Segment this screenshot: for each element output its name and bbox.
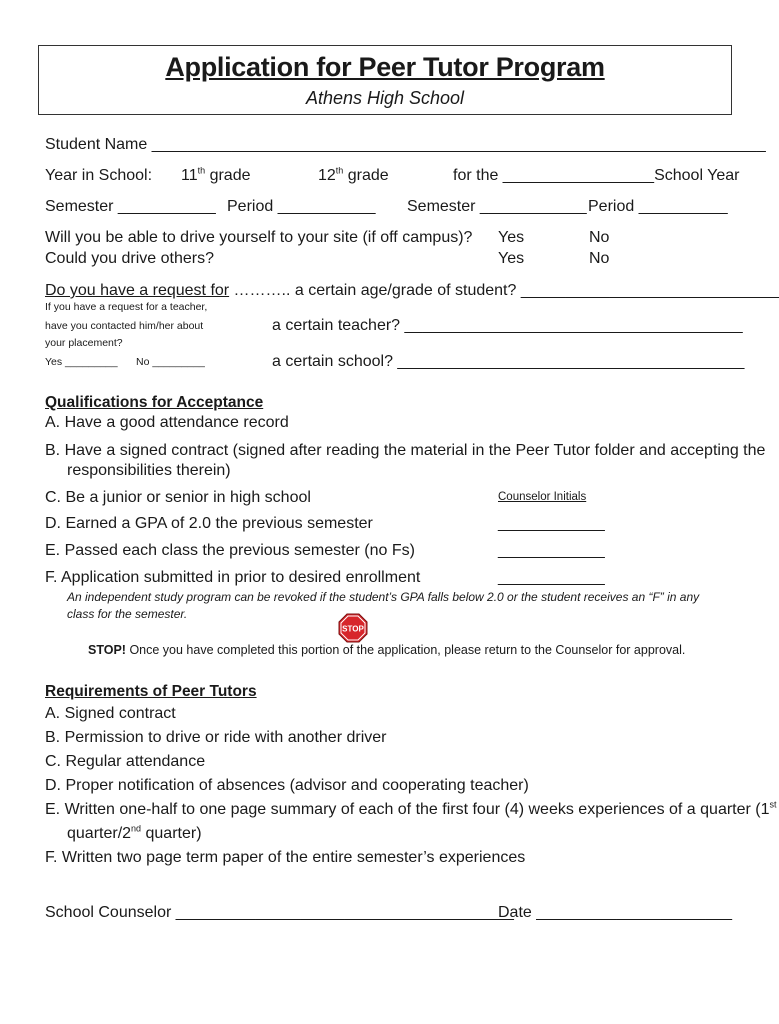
stop-sign-icon (338, 613, 368, 643)
request-age-grade-row[interactable]: Do you have a request for ……….. a certain age/grade of student? _____________________________ (45, 282, 779, 299)
qualification-item: D. Earned a GPA of 2.0 the previous semester (45, 515, 373, 532)
initials-field-f[interactable]: ____________ (498, 569, 605, 586)
qualification-item-continued: responsibilities therein) (67, 462, 231, 479)
qualification-item: C. Be a junior or senior in high school (45, 489, 311, 506)
gpa-note-line-1: An independent study program can be revoked if the student’s GPA falls below 2.0 or the student receives an “F” in any (67, 590, 700, 604)
stop-sign-text: STOP (342, 624, 364, 634)
requirement-item: D. Proper notification of absences (advisor and cooperating teacher) (45, 777, 529, 794)
side-note-line-1: If you have a request for a teacher, (45, 301, 208, 313)
semester-field-1[interactable]: Semester ___________ (45, 198, 216, 215)
school-year-field[interactable]: for the _________________School Year (453, 167, 740, 184)
side-note-line-2: have you contacted him/her about (45, 320, 204, 332)
requirement-item: F. Written two page term paper of the entire semester’s experiences (45, 849, 526, 866)
requirement-item-continued: quarter/2nd quarter) (67, 823, 202, 842)
grade-12-option[interactable]: 12th grade (318, 165, 389, 184)
period-field-1[interactable]: Period ___________ (227, 198, 376, 215)
request-school-field[interactable]: a certain school? _______________________________________ (272, 353, 745, 370)
requirement-item: A. Signed contract (45, 705, 176, 722)
grade-11-option[interactable]: 11th grade (181, 165, 251, 184)
requirement-item: C. Regular attendance (45, 753, 206, 770)
qualifications-heading: Qualifications for Acceptance (45, 394, 264, 411)
request-heading: Do you have a request for (45, 282, 230, 299)
qualification-item: F. Application submitted in prior to desired enrollment (45, 569, 421, 586)
request-teacher-field[interactable]: a certain teacher? ______________________________________ (272, 317, 743, 334)
school-name: Athens High School (305, 88, 465, 108)
semester-field-2[interactable]: Semester ____________ (407, 198, 587, 215)
year-in-school-label: Year in School: (45, 167, 153, 184)
date-field[interactable]: Date ______________________ (498, 904, 733, 921)
drive-self-question: Will you be able to drive yourself to your site (if off campus)? (45, 229, 473, 246)
student-name-field[interactable]: Student Name _____________________________________________________________________ (45, 136, 766, 153)
initials-field-e[interactable]: ____________ (498, 542, 605, 559)
qualification-item: E. Passed each class the previous semester (no Fs) (45, 542, 415, 559)
requirement-item: B. Permission to drive or ride with another driver (45, 729, 387, 746)
gpa-note-line-2: class for the semester. (67, 607, 188, 621)
requirements-heading: Requirements of Peer Tutors (45, 683, 257, 700)
teacher-contact-yes[interactable]: Yes _________ (45, 356, 118, 368)
drive-self-no[interactable]: No (589, 229, 610, 246)
drive-self-yes[interactable]: Yes (498, 229, 525, 246)
drive-others-yes[interactable]: Yes (498, 250, 525, 267)
school-counselor-signature-field[interactable]: School Counselor ______________________________________ (45, 904, 514, 921)
drive-others-question: Could you drive others? (45, 250, 214, 267)
side-note-line-3: your placement? (45, 337, 123, 349)
qualification-item: A. Have a good attendance record (45, 414, 289, 431)
drive-others-no[interactable]: No (589, 250, 610, 267)
stop-instruction: STOP! Once you have completed this portion of the application, please return to the Counselor for approval. (88, 643, 686, 657)
title-box (38, 45, 732, 115)
page-title: Application for Peer Tutor Program (165, 52, 605, 82)
requirement-item: E. Written one-half to one page summary of each of the first four (4) weeks experiences of a quarter (1st (45, 799, 777, 818)
counselor-initials-label: Counselor Initials (498, 491, 587, 503)
initials-field-d[interactable]: ____________ (498, 515, 605, 532)
period-field-2[interactable]: Period __________ (588, 198, 728, 215)
teacher-contact-no[interactable]: No _________ (136, 356, 205, 368)
qualification-item: B. Have a signed contract (signed after reading the material in the Peer Tutor folder and accepting the (45, 442, 766, 459)
stop-label: STOP! (88, 643, 126, 657)
